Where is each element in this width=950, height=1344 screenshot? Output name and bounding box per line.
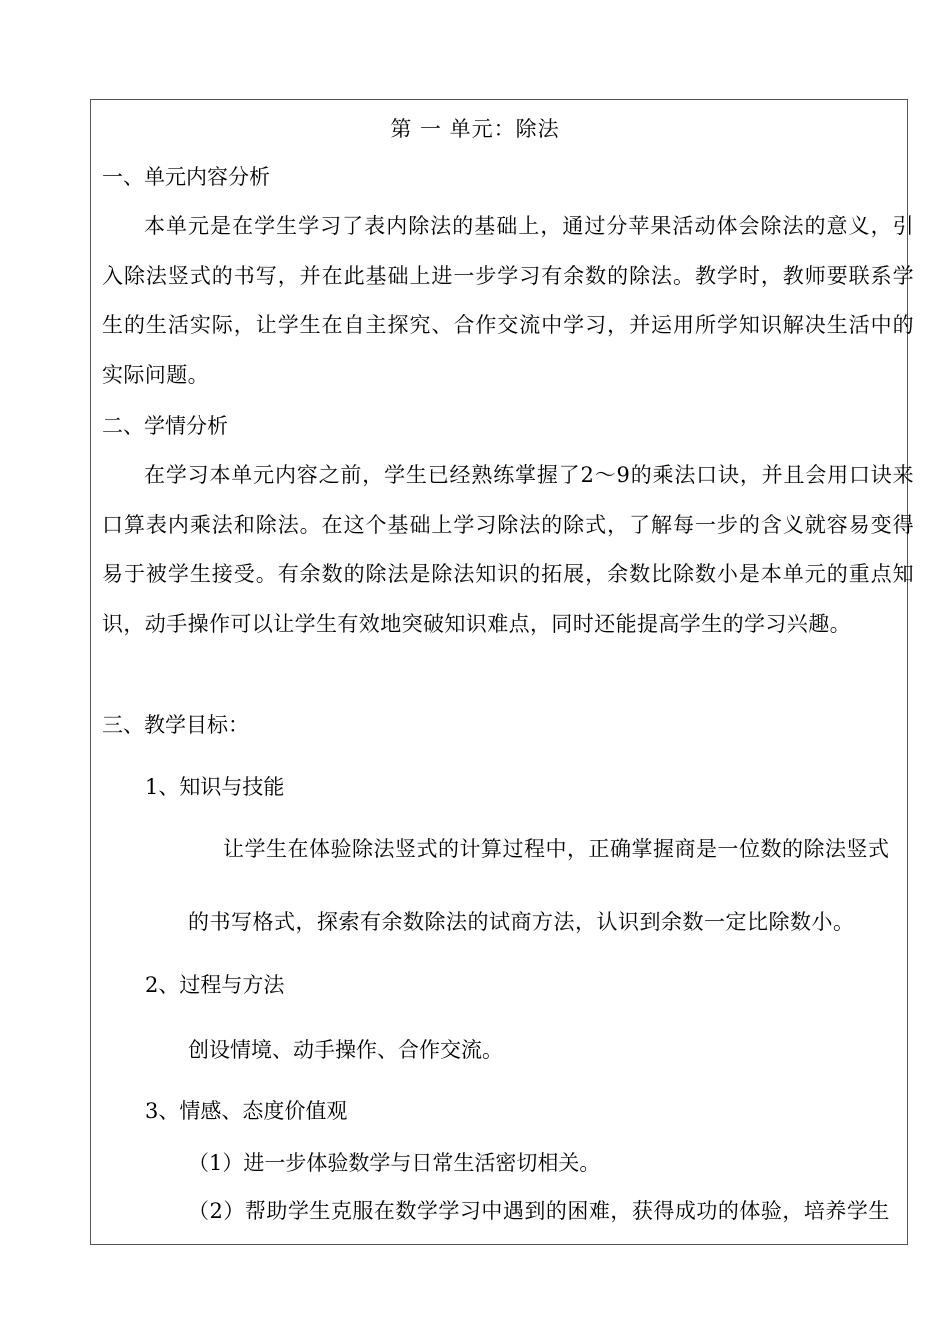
emotion-values-item-1: （1）进一步体验数学与日常生活密切相关。 — [188, 1151, 601, 1175]
knowledge-skills-line-2: 的书写格式，探索有余数除法的试商方法，认识到余数一定比除数小。 — [188, 910, 855, 934]
emotion-values-item-2: （2）帮助学生克服在数学学习中遇到的困难，获得成功的体验，培养学生 — [188, 1199, 890, 1223]
page-title: 第 一 单元：除法 — [390, 117, 560, 141]
goal-heading-process-methods: 2、过程与方法 — [145, 973, 285, 997]
section-heading-teaching-goals: 三、教学目标： — [102, 713, 249, 737]
section-heading-unit-analysis: 一、单元内容分析 — [102, 165, 270, 189]
process-methods-line-1: 创设情境、动手操作、合作交流。 — [188, 1038, 503, 1062]
learning-analysis-paragraph: 在学习本单元内容之前，学生已经熟练掌握了2～9的乘法口诀，并且会用口诀来口算表内乘法和除法。在这个基础上学习除法的除式，了解每一步的含义就容易变得易于被学生接受。有余数的除法是除法知识的拓展，余数比除数小是本单元的重点知识，动手操作可以让学生有效地突破知识难点，同时还能提高学生的学习兴趣。 — [102, 463, 914, 636]
goal-heading-knowledge-skills: 1、知识与技能 — [145, 775, 285, 799]
unit-analysis-paragraph: 本单元是在学生学习了表内除法的基础上，通过分苹果活动体会除法的意义，引入除法竖式的书写，并在此基础上进一步学习有余数的除法。教学时，教师要联系学生的生活实际，让学生在自主探究、合作交流中学习，并运用所学知识解决生活中的实际问题。 — [102, 214, 914, 387]
knowledge-skills-line-1: 让学生在体验除法竖式的计算过程中，正确掌握商是一位数的除法竖式 — [223, 837, 890, 861]
section-heading-learning-analysis: 二、学情分析 — [102, 414, 228, 438]
goal-heading-emotion-values: 3、情感、态度价值观 — [145, 1099, 348, 1123]
